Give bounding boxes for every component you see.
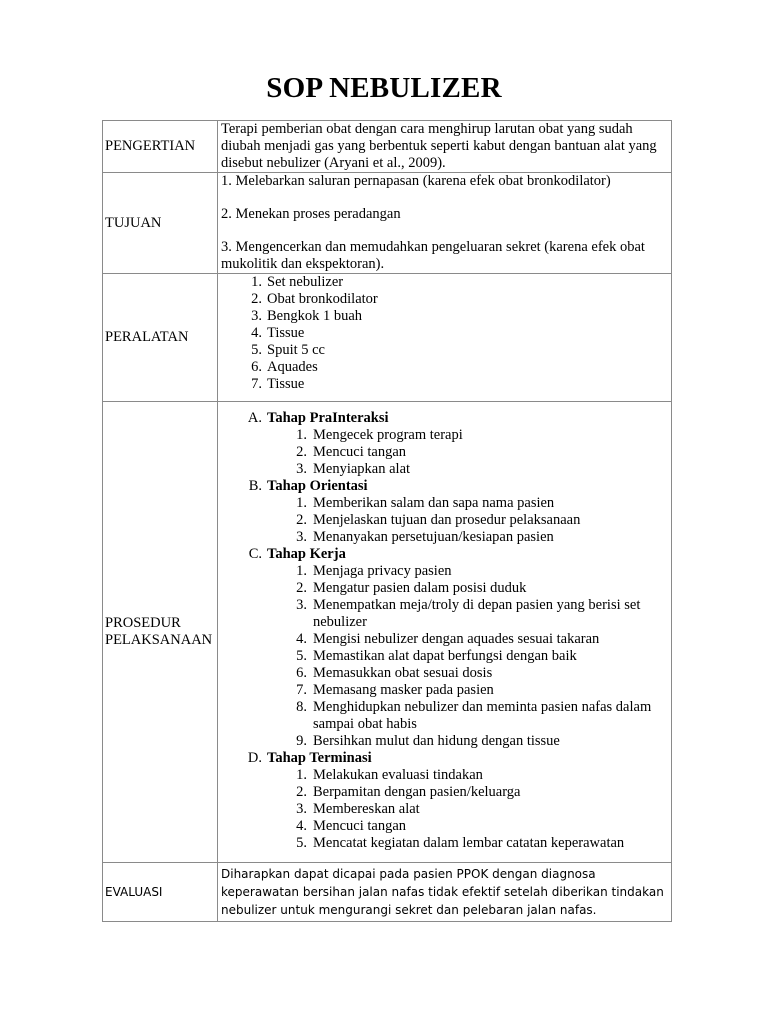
content-tujuan	[218, 173, 672, 274]
list-item: 2. Mengatur pasien dalam posisi duduk	[296, 580, 527, 596]
list-item: 5. Memastikan alat dapat berfungsi dengan baik	[296, 648, 577, 664]
list-item: 7. Memasang masker pada pasien	[296, 682, 494, 698]
step-list	[221, 427, 671, 478]
row-pengertian	[103, 121, 672, 173]
section-heading: D. Tahap Terminasi	[247, 750, 372, 766]
content-peralatan	[218, 274, 672, 402]
row-tujuan	[103, 173, 672, 274]
label-prosedur: PROSEDUR PELAKSANAAN	[103, 402, 218, 863]
prosedur-sections	[221, 410, 671, 852]
list-item: 4. Mencuci tangan	[296, 818, 407, 834]
section-heading: A. Tahap PraInteraksi	[247, 410, 389, 426]
list-item: 1. Mengecek program terapi	[296, 427, 463, 443]
list-item: 2. Menjelaskan tujuan dan prosedur pelaksanaan	[296, 512, 581, 528]
list-item: 4. Mengisi nebulizer dengan aquades sesuai takaran	[296, 631, 600, 647]
list-item: 3. Membereskan alat	[296, 801, 420, 817]
list-item: 3. Menanyakan persetujuan/kesiapan pasien	[296, 529, 554, 545]
sop-table	[102, 120, 672, 922]
list-item: 3. Menempatkan meja/troly di depan pasien yang berisi set nebulizer	[296, 597, 641, 630]
list-item: 6. Memasukkan obat sesuai dosis	[296, 665, 493, 681]
list-item: 2. Mencuci tangan	[296, 444, 407, 460]
content-evaluasi	[218, 863, 672, 922]
list-item: 1. Set nebulizer	[251, 274, 344, 290]
list-item: 1. Menjaga privacy pasien	[296, 563, 452, 579]
list-item: 8. Menghidupkan nebulizer dan meminta pasien nafas dalam sampai obat habis	[296, 699, 652, 732]
list-item: 3. Menyiapkan alat	[296, 461, 411, 477]
list-item: 6. Aquades	[251, 359, 318, 375]
list-item: 1. Memberikan salam dan sapa nama pasien	[296, 495, 555, 511]
list-item: 5. Mencatat kegiatan dalam lembar catatan keperawatan	[296, 835, 625, 851]
list-item: 2. Obat bronkodilator	[251, 291, 378, 307]
step-list	[221, 495, 671, 546]
tujuan-item: 3. Mengencerkan dan memudahkan pengeluaran sekret (karena efek obat mukolitik dan ekspektoran).	[221, 239, 645, 272]
section-heading: B. Tahap Orientasi	[248, 478, 368, 494]
page-title: SOP NEBULIZER	[266, 72, 502, 104]
list-item: 9. Bersihkan mulut dan hidung dengan tissue	[296, 733, 560, 749]
list-item: 3. Bengkok 1 buah	[251, 308, 363, 324]
list-item: 5. Spuit 5 cc	[251, 342, 325, 358]
label-tujuan: TUJUAN	[103, 173, 218, 274]
content-pengertian	[218, 121, 672, 173]
row-prosedur	[103, 402, 672, 863]
section-heading: C. Tahap Kerja	[248, 546, 346, 562]
list-item: 2. Berpamitan dengan pasien/keluarga	[296, 784, 521, 800]
pengertian-text: Terapi pemberian obat dengan cara menghirup larutan obat yang sudah diubah menjadi gas yang berbentuk seperti kabut dengan bantuan alat yang disebut nebulizer (Aryani et al., 2009).	[221, 121, 657, 171]
row-evaluasi	[103, 863, 672, 922]
content-prosedur	[218, 402, 672, 863]
label-evaluasi: EVALUASI	[103, 863, 218, 922]
label-peralatan: PERALATAN	[103, 274, 218, 402]
row-peralatan	[103, 274, 672, 402]
peralatan-list	[221, 274, 671, 393]
tujuan-item: 1. Melebarkan saluran pernapasan (karena efek obat bronkodilator)	[221, 173, 611, 189]
step-list	[221, 563, 671, 750]
step-list	[221, 767, 671, 852]
list-item: 4. Tissue	[251, 325, 305, 341]
list-item: 7. Tissue	[251, 376, 305, 392]
tujuan-item: 2. Menekan proses peradangan	[221, 206, 401, 222]
list-item: 1. Melakukan evaluasi tindakan	[296, 767, 483, 783]
evaluasi-text: Diharapkan dapat dicapai pada pasien PPOK dengan diagnosa keperawatan bersihan jalan nafas tidak efektif setelah diberikan tindakan nebulizer untuk mengurangi sekret dan pelebaran jalan nafas.	[221, 867, 664, 917]
label-pengertian: PENGERTIAN	[103, 121, 218, 173]
